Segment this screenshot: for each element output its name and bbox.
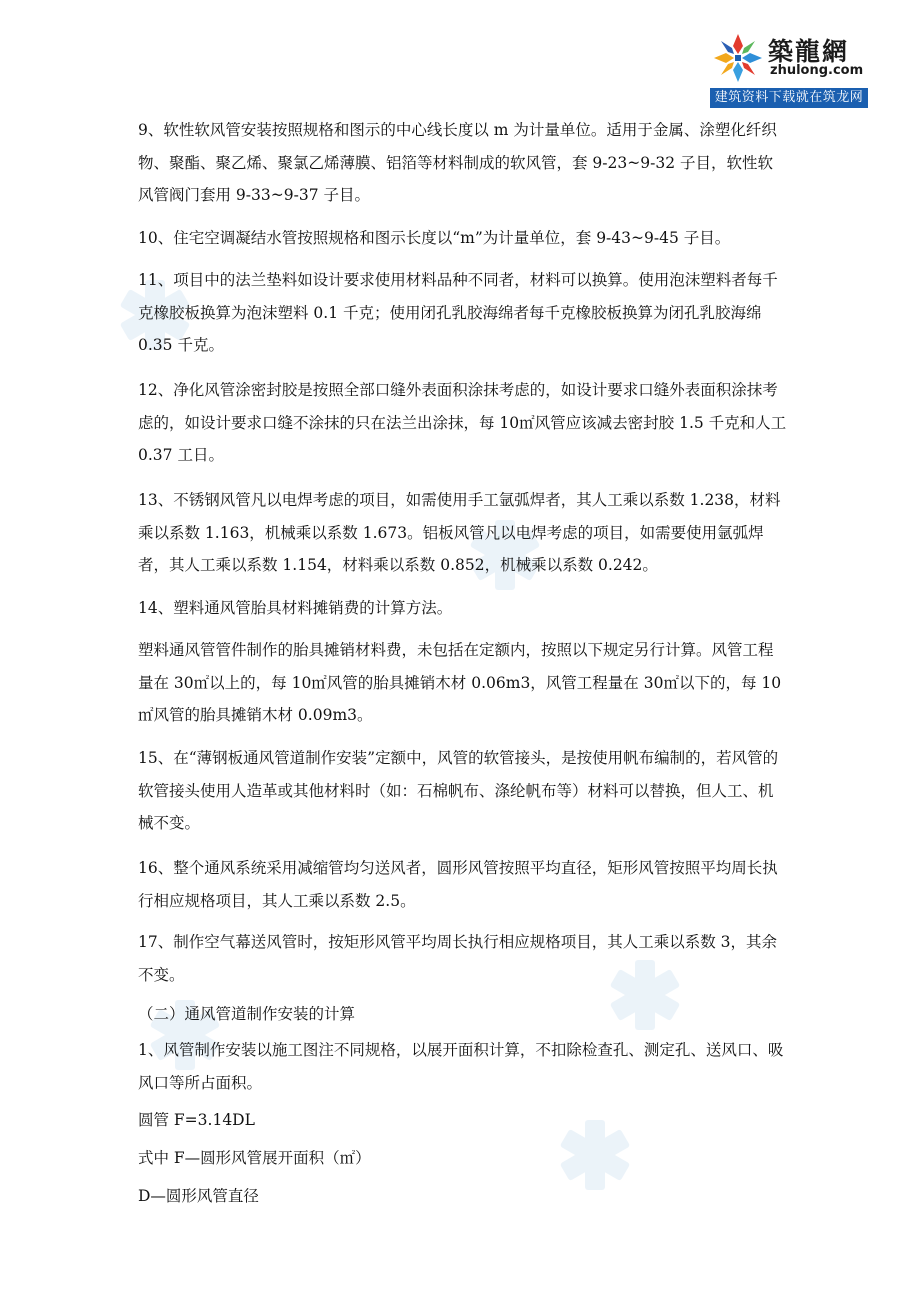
paragraph-item-13: 13、不锈钢风管凡以电焊考虑的项目，如需使用手工氩弧焊者，其人工乘以系数 1.238，材料乘以系数 1.163，机械乘以系数 1.673。铝板风管凡以电焊考虑的项目，如需要使用氩弧焊者，其人工乘以系数 1.154，材料乘以系数 0.852，机械乘以系数 0.242。 — [138, 491, 781, 574]
section-heading: （二）通风管道制作安装的计算 — [138, 1005, 356, 1023]
paragraph-calc-1: 1、风管制作安装以施工图注不同规格，以展开面积计算，不扣除检查孔、测定孔、送风口、吸风口等所占面积。 — [138, 1041, 784, 1092]
paragraph-item-9: 9、软性软风管安装按照规格和图示的中心线长度以 m 为计量单位。适用于金属、涂塑化纤织物、聚酯、聚乙烯、聚氯乙烯薄膜、铝箔等材料制成的软风管，套 9-23~9-32 子目，软性软风管阀门套用 9-33~9-37 子目。 — [138, 121, 777, 204]
paragraph-item-11: 11、项目中的法兰垫料如设计要求使用材料品种不同者，材料可以换算。使用泡沫塑料者每千克橡胶板换算为泡沫塑料 0.1 千克；使用闭孔乳胶海绵者每千克橡胶板换算为闭孔乳胶海绵 0.35 千克。 — [138, 271, 778, 354]
paragraph-item-15: 15、在“薄钢板通风管道制作安装”定额中，风管的软管接头，是按使用帆布编制的，若风管的软管接头使用人造革或其他材料时（如：石棉帆布、涤纶帆布等）材料可以替换，但人工、机械不变。 — [138, 749, 779, 832]
paragraph-item-17: 17、制作空气幕送风管时，按矩形风管平均周长执行相应规格项目，其人工乘以系数 3，其余不变。 — [138, 933, 778, 984]
logo-slogan: 建筑资料下载就在筑龙网 — [710, 88, 868, 108]
paragraph-item-12: 12、净化风管涂密封胶是按照全部口缝外表面积涂抹考虑的，如设计要求口缝外表面积涂抹考虑的，如设计要求口缝不涂抹的只在法兰出涂抹，每 10㎡风管应该减去密封胶 1.5 千克和人工 0.37 工日。 — [138, 381, 787, 464]
formula-var-f: 式中 F—圆形风管展开面积（㎡） — [138, 1149, 371, 1167]
paragraph-item-14: 14、塑料通风管胎具材料摊销费的计算方法。 — [138, 599, 453, 617]
formula-round-duct: 圆管 F=3.14DL — [138, 1111, 255, 1129]
zhulong-snowflake-icon — [712, 32, 764, 84]
formula-var-d: D—圆形风管直径 — [138, 1187, 259, 1205]
paragraph-mold-cost: 塑料通风管管件制作的胎具摊销材料费，未包括在定额内，按照以下规定另行计算。风管工程量在 30㎡以上的，每 10㎡风管的胎具摊销木材 0.06m3，风管工程量在 30㎡以下的，每 10㎡风管的胎具摊销木材 0.09m3。 — [138, 641, 782, 724]
logo-url: zhulong.com — [770, 63, 864, 78]
paragraph-item-10: 10、住宅空调凝结水管按照规格和图示长度以“m”为计量单位，套 9-43~9-45 子目。 — [138, 229, 731, 247]
logo-name: 築龍網 — [768, 37, 850, 66]
zhulong-logo — [710, 30, 868, 108]
paragraph-item-16: 16、整个通风系统采用减缩管均匀送风者，圆形风管按照平均直径，矩形风管按照平均周长执行相应规格项目，其人工乘以系数 2.5。 — [138, 859, 778, 910]
